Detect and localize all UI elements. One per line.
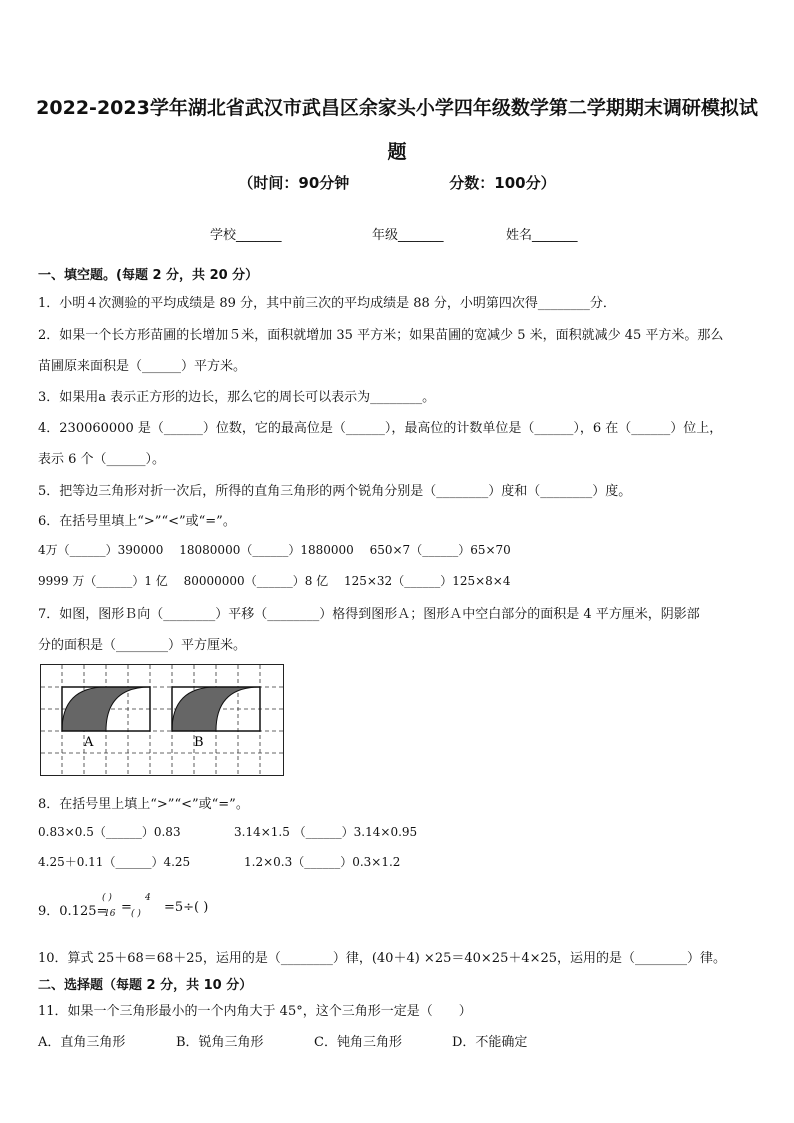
question-7-line-2: 分的面积是（________）平方厘米。: [38, 638, 247, 653]
option-a[interactable]: A．直角三角形: [38, 1035, 126, 1050]
option-d[interactable]: D．不能确定: [452, 1035, 528, 1050]
question-8-row-1-b: 3.14×1.5 （______）3.14×0.95: [234, 825, 418, 839]
question-11-options: [38, 1031, 527, 1050]
exam-title: 2022-2023学年湖北省武汉市武昌区余家头小学四年级数学第二学期期末调研模拟试题: [36, 97, 758, 163]
question-6-row-1: 4万（______）390000 18080000（______）1880000 650×7（______）65×70: [38, 543, 511, 557]
grade-field[interactable]: 年级_______: [372, 228, 444, 243]
question-8: 8．在括号里上填上“>”“<”或“=”。: [38, 797, 249, 812]
question-1: 1．小明４次测验的平均成绩是 89 分，其中前三次的平均成绩是 88 分，小明第四次得________分．: [38, 296, 616, 311]
exam-page: 2022-2023学年湖北省武汉市武昌区余家头小学四年级数学第二学期期末调研模拟试题 （时间：90分钟 分数：100分） 学校_______ 年级_______ 姓名_______ 一、填空题。(每题 2 分，共 20 分） 1．小明４次测验的平均成绩是 89 分，其中前三次的平均成绩是 88 分，小明第四次得________分． 2．如果一个长方形苗圃的长增加５米，面积就增加 35 平方米；如果苗圃的宽减少 5 米，面积就减少 45 平方米。那么 苗圃原来面积是（______）平方米。 3．如果用a 表示正方形的边长，那么它的周长可以表示为________。 4．230060000 是（______）位数，它的最高位是（______），最高位的计数单位是（______），6 在（______）位上， 表示 6 个（______）。 5．把等边三角形对折一次后，所得的直角三角形的两个锐角分别是（________）度和（________）度。 6．在括号里填上“>”“<”或“=”。 4万（______）390000 18080000（______）1880000 650×7（______）65×70 9999 万（______）1 亿 80000000（______）8 亿 125×32（______）125×8×4 7．如图，图形Ｂ向（________）平移（________）格得到图形Ａ；图形Ａ中空白部分的面积是 4 平方厘米，阴影部 分的面积是（________）平方厘米。 A B 8．在括号里上填上“>”“<”或“=”。 0.83×0.5（______）0.83 3.14×1.5 （______）3.14×0.95 4.25＋0.11（______）4.25 1.2×0.3（______）0.3×1.2 9．0.125= ( ) 16 = 4 ( ) =5÷( ) 10．算式 25＋68＝68＋25，运用的是（________）律，(40＋4) ×25＝40×25＋4×25，运用的是（________）律。 二、选择题（每题 2 分，共 10 分） 11．如果一个三角形最小的一个内角大于 45°，这个三角形一定是（ ） A．直角三角形 B．锐角三角形 C．钝角三角形 D．不能确定: [0, 0, 794, 1123]
school-field[interactable]: 学校_______: [210, 228, 282, 243]
label-a: A: [84, 735, 94, 750]
q9-numerator-2: 4: [145, 893, 151, 903]
q9-denominator-1: 16: [104, 909, 116, 919]
question-10: 10．算式 25＋68＝68＋25，运用的是（________）律，(40＋4) ×25＝40×25＋4×25，运用的是（________）律。: [38, 951, 727, 966]
question-4-line-2: 表示 6 个（______）。: [38, 452, 166, 467]
exam-time: （时间：90分钟: [238, 174, 350, 192]
question-8-row-2-a: 4.25＋0.11（______）4.25: [38, 855, 191, 869]
q9-numerator-1: ( ): [102, 893, 112, 903]
question-4-line-1: 4．230060000 是（______）位数，它的最高位是（______），最高位的计数单位是（______），6 在（______）位上，: [38, 421, 723, 436]
question-11: 11．如果一个三角形最小的一个内角大于 45°，这个三角形一定是（ ）: [38, 1004, 472, 1019]
section-choice-heading: 二、选择题（每题 2 分，共 10 分）: [38, 978, 253, 993]
option-c[interactable]: C．钝角三角形: [314, 1035, 402, 1050]
question-2-line-1: 2．如果一个长方形苗圃的长增加５米，面积就增加 35 平方米；如果苗圃的宽减少 5 米，面积就减少 45 平方米。那么: [38, 328, 724, 343]
section-fill-in-heading: 一、填空题。(每题 2 分，共 20 分）: [38, 268, 259, 283]
translation-figure: [40, 664, 284, 776]
exam-score: 分数：100分）: [449, 174, 556, 192]
question-6-row-2: 9999 万（______）1 亿 80000000（______）8 亿 125×32（______）125×8×4: [38, 574, 511, 588]
option-b[interactable]: B．锐角三角形: [176, 1035, 264, 1050]
question-3: 3．如果用a 表示正方形的边长，那么它的周长可以表示为________。: [38, 390, 436, 405]
question-2-line-2: 苗圃原来面积是（______）平方米。: [38, 359, 247, 374]
question-8-row-1-a: 0.83×0.5（______）0.83: [38, 825, 181, 839]
exam-subtitle: [0, 172, 794, 193]
name-field[interactable]: 姓名_______: [506, 228, 578, 243]
question-7-line-1: 7．如图，图形Ｂ向（________）平移（________）格得到图形Ａ；图形Ａ中空白部分的面积是 4 平方厘米，阴影部: [38, 607, 700, 622]
question-5: 5．把等边三角形对折一次后，所得的直角三角形的两个锐角分别是（________）度和（________）度。: [38, 484, 632, 499]
label-b: B: [194, 735, 204, 750]
question-6: 6．在括号里填上“>”“<”或“=”。: [38, 514, 236, 529]
q9-denominator-2: ( ): [131, 909, 141, 919]
question-8-row-2-b: 1.2×0.3（______）0.3×1.2: [244, 855, 401, 869]
